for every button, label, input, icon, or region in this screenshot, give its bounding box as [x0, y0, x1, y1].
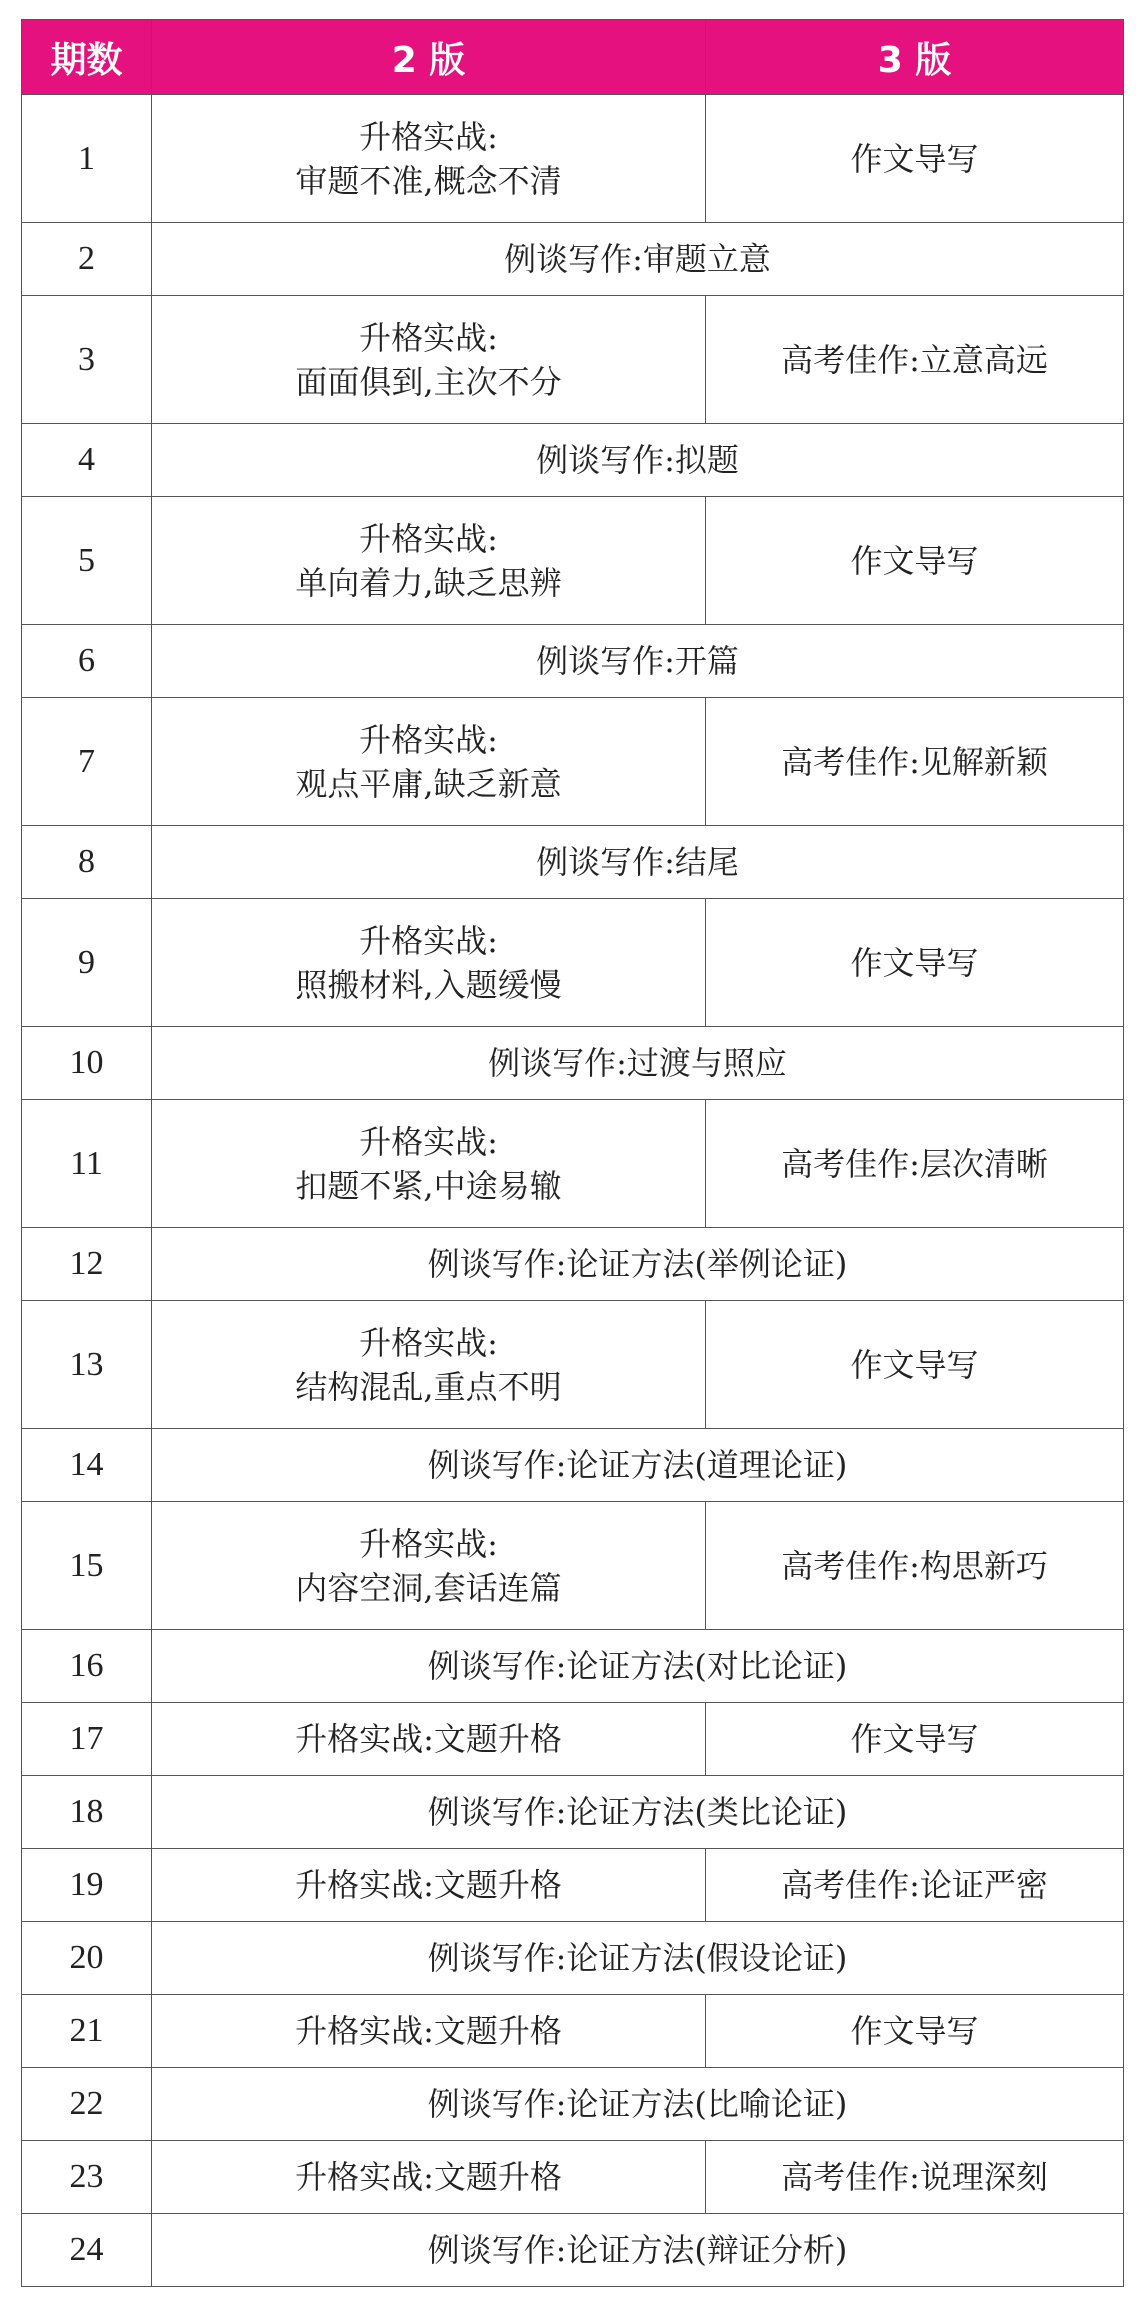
- table-row: [22, 1502, 1124, 1630]
- table-row: [22, 1027, 1124, 1100]
- issue-number: 11: [22, 1100, 152, 1228]
- edition-2-line2: 单向着力,缺乏思辨: [295, 563, 562, 602]
- issue-number: 4: [22, 424, 152, 497]
- table-row: [22, 899, 1124, 1027]
- edition-2-cell: [152, 1502, 706, 1630]
- edition-2-line2: 结构混乱,重点不明: [295, 1367, 562, 1406]
- issue-number: 7: [22, 698, 152, 826]
- edition-2-cell: [152, 1100, 706, 1228]
- edition-2-cell: [152, 95, 706, 223]
- edition-3-cell: 高考佳作:论证严密: [706, 1849, 1124, 1922]
- edition-2-line2: 照搬材料,入题缓慢: [295, 965, 562, 1004]
- table-row: [22, 826, 1124, 899]
- table-row: [22, 1429, 1124, 1502]
- table-row: [22, 2068, 1124, 2141]
- edition-3-cell: 作文导写: [706, 497, 1124, 625]
- edition-2-line1: 升格实战:: [359, 921, 498, 960]
- table-row: [22, 1100, 1124, 1228]
- table-row: [22, 1776, 1124, 1849]
- table-row: [22, 1228, 1124, 1301]
- issue-number: 17: [22, 1703, 152, 1776]
- issue-number: 14: [22, 1429, 152, 1502]
- edition-3-cell: 高考佳作:说理深刻: [706, 2141, 1124, 2214]
- issue-number: 23: [22, 2141, 152, 2214]
- table-row: [22, 424, 1124, 497]
- edition-2-line2: 面面俱到,主次不分: [295, 362, 562, 401]
- edition-2-line1: 升格实战:: [359, 1122, 498, 1161]
- table-row: [22, 296, 1124, 424]
- schedule-sheet: [21, 19, 1123, 2287]
- edition-2-cell: [152, 296, 706, 424]
- edition-2-line1: 升格实战:: [359, 720, 498, 759]
- merged-cell: 例谈写作:论证方法(举例论证): [152, 1228, 1124, 1301]
- merged-cell: 例谈写作:论证方法(对比论证): [152, 1630, 1124, 1703]
- edition-3-cell: 高考佳作:构思新巧: [706, 1502, 1124, 1630]
- header-issue: 期数: [22, 20, 152, 95]
- edition-3-cell: 高考佳作:立意高远: [706, 296, 1124, 424]
- table-row: [22, 1630, 1124, 1703]
- edition-3-cell: 作文导写: [706, 1995, 1124, 2068]
- edition-2-cell: [152, 698, 706, 826]
- header-edition-3: 3 版: [706, 20, 1124, 95]
- issue-number: 8: [22, 826, 152, 899]
- edition-3-cell: 高考佳作:见解新颖: [706, 698, 1124, 826]
- issue-number: 22: [22, 2068, 152, 2141]
- issue-number: 19: [22, 1849, 152, 1922]
- edition-2-cell: [152, 497, 706, 625]
- edition-2-cell: 升格实战:文题升格: [152, 1849, 706, 1922]
- merged-cell: 例谈写作:过渡与照应: [152, 1027, 1124, 1100]
- edition-2-line1: 升格实战:: [359, 1524, 498, 1563]
- table-row: [22, 1922, 1124, 1995]
- issue-number: 15: [22, 1502, 152, 1630]
- edition-2-cell: 升格实战:文题升格: [152, 1703, 706, 1776]
- issue-number: 21: [22, 1995, 152, 2068]
- table-header-row: [22, 20, 1124, 95]
- merged-cell: 例谈写作:论证方法(道理论证): [152, 1429, 1124, 1502]
- edition-3-cell: 作文导写: [706, 95, 1124, 223]
- table-row: [22, 2214, 1124, 2287]
- merged-cell: 例谈写作:审题立意: [152, 223, 1124, 296]
- issue-number: 18: [22, 1776, 152, 1849]
- table-row: [22, 1703, 1124, 1776]
- merged-cell: 例谈写作:论证方法(类比论证): [152, 1776, 1124, 1849]
- issue-number: 5: [22, 497, 152, 625]
- merged-cell: 例谈写作:结尾: [152, 826, 1124, 899]
- edition-2-cell: [152, 899, 706, 1027]
- edition-2-cell: 升格实战:文题升格: [152, 2141, 706, 2214]
- table-row: [22, 2141, 1124, 2214]
- issue-number: 20: [22, 1922, 152, 1995]
- issue-schedule-table: [21, 19, 1124, 2287]
- issue-number: 1: [22, 95, 152, 223]
- issue-number: 16: [22, 1630, 152, 1703]
- edition-2-line2: 审题不准,概念不清: [295, 161, 562, 200]
- issue-number: 3: [22, 296, 152, 424]
- issue-number: 24: [22, 2214, 152, 2287]
- header-edition-2: 2 版: [152, 20, 706, 95]
- merged-cell: 例谈写作:论证方法(假设论证): [152, 1922, 1124, 1995]
- issue-number: 10: [22, 1027, 152, 1100]
- edition-2-line1: 升格实战:: [359, 318, 498, 357]
- table-row: [22, 95, 1124, 223]
- edition-3-cell: 作文导写: [706, 899, 1124, 1027]
- edition-2-line2: 扣题不紧,中途易辙: [295, 1166, 562, 1205]
- merged-cell: 例谈写作:拟题: [152, 424, 1124, 497]
- issue-number: 12: [22, 1228, 152, 1301]
- edition-3-cell: 作文导写: [706, 1301, 1124, 1429]
- merged-cell: 例谈写作:论证方法(比喻论证): [152, 2068, 1124, 2141]
- issue-number: 9: [22, 899, 152, 1027]
- edition-2-cell: 升格实战:文题升格: [152, 1995, 706, 2068]
- merged-cell: 例谈写作:论证方法(辩证分析): [152, 2214, 1124, 2287]
- table-row: [22, 698, 1124, 826]
- table-row: [22, 497, 1124, 625]
- merged-cell: 例谈写作:开篇: [152, 625, 1124, 698]
- edition-2-line1: 升格实战:: [359, 519, 498, 558]
- edition-3-cell: 作文导写: [706, 1703, 1124, 1776]
- table-row: [22, 1301, 1124, 1429]
- edition-2-cell: [152, 1301, 706, 1429]
- edition-2-line1: 升格实战:: [359, 1323, 498, 1362]
- table-row: [22, 1995, 1124, 2068]
- edition-3-cell: 高考佳作:层次清晰: [706, 1100, 1124, 1228]
- edition-2-line2: 观点平庸,缺乏新意: [295, 764, 562, 803]
- edition-2-line1: 升格实战:: [359, 117, 498, 156]
- issue-number: 13: [22, 1301, 152, 1429]
- issue-number: 2: [22, 223, 152, 296]
- table-row: [22, 223, 1124, 296]
- edition-2-line2: 内容空洞,套话连篇: [295, 1568, 562, 1607]
- issue-number: 6: [22, 625, 152, 698]
- table-row: [22, 1849, 1124, 1922]
- table-row: [22, 625, 1124, 698]
